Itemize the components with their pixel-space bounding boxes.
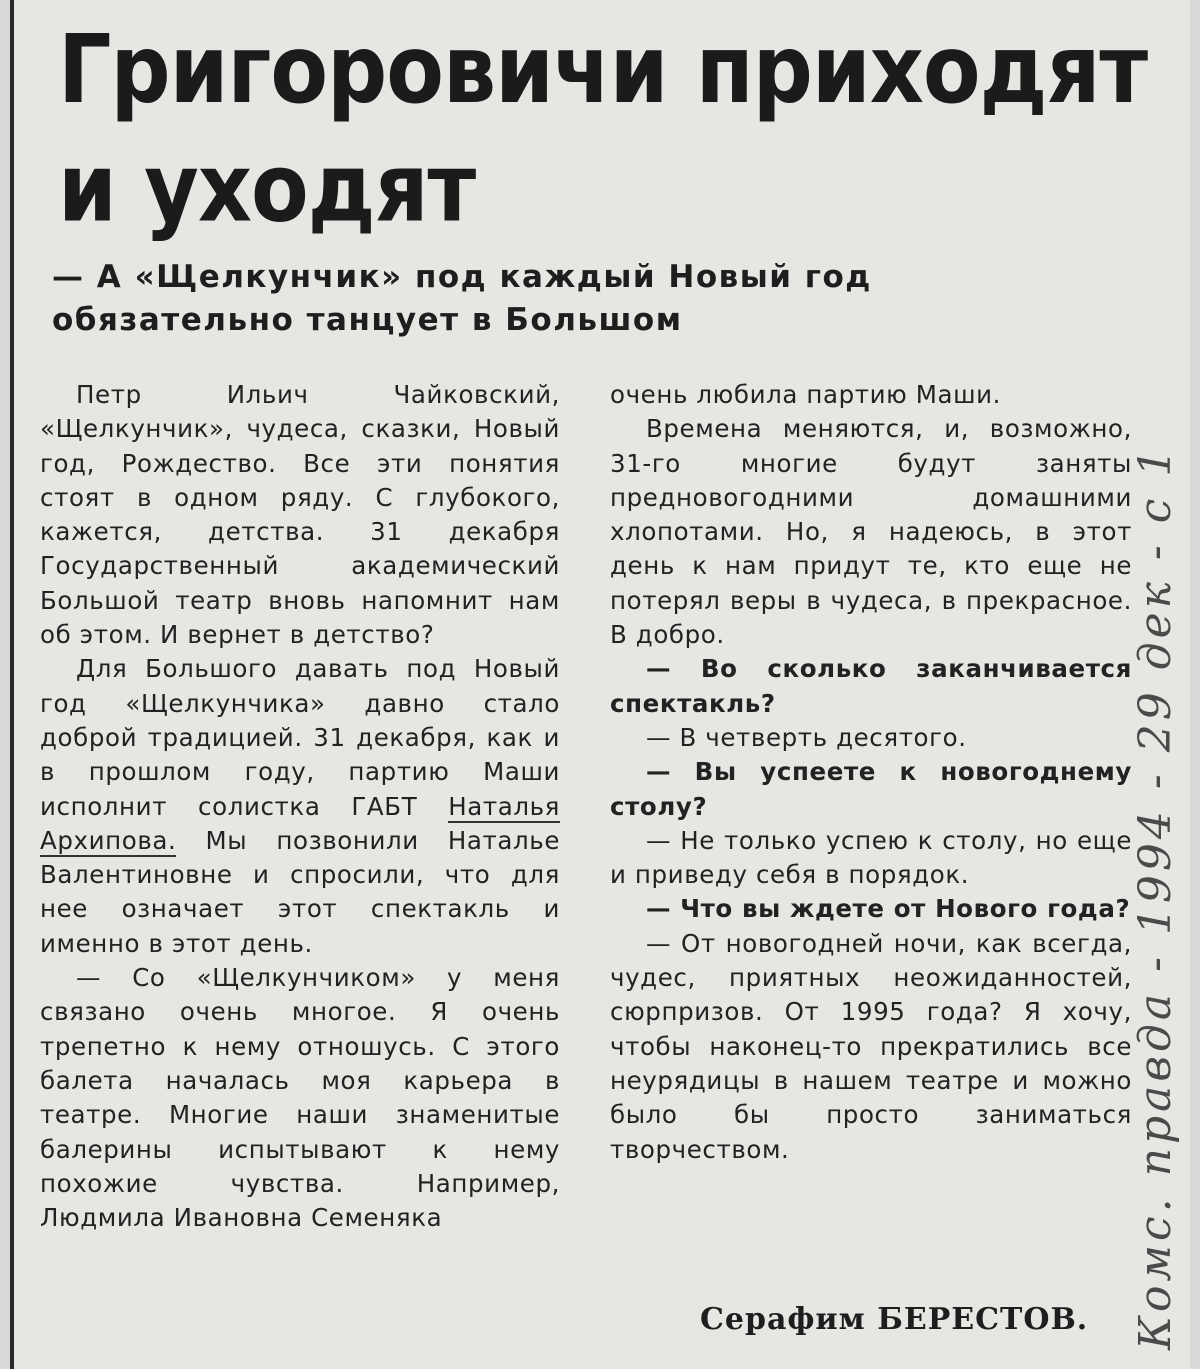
right-text-column (610, 378, 1132, 1167)
handwritten-source-note: Комс. правда - 1994 - 29 дек - с 1 (1130, 444, 1181, 1350)
interview-question: — Что вы ждете от Нового года? (646, 894, 1131, 924)
paragraph-text: Мы позвонили Наталье Валентиновне и спросили, что для нее означает этот спектакль и именно в этот день. (40, 825, 560, 958)
left-text-column (40, 378, 560, 1235)
interview-question: — Во сколько заканчивается спектакль? (610, 654, 1132, 718)
underlined-name: Наталья Архипова. (40, 791, 560, 855)
column-rule (10, 0, 14, 1369)
paragraph: — Со «Щелкунчиком» у меня связано очень многое. Я очень трепетно к нему отношусь. С этого балета началась моя карьера в театре. Многие наши знаменитые балерины испытывают к нему похожие чувства. Например, Людмила Ивановна Семеняка (40, 963, 560, 1233)
paragraph-text: Для Большого давать под Новый год «Щелкунчика» давно стало доброй традицией. 31 декабря, как и в прошлом году, партию Маши исполнит солистка ГАБТ (40, 654, 560, 821)
article-headline (58, 10, 1147, 247)
author-signature: Серафим БЕРЕСТОВ. (700, 1302, 1089, 1337)
paragraph: очень любила партию Маши. (610, 380, 1002, 409)
paragraph (40, 652, 560, 961)
paragraph: Петр Ильич Чайковский, «Щелкунчик», чудеса, сказки, Новый год, Рождество. Все эти понятия стоят в одном ряду. С глубокого, кажется, детства. 31 декабря Государственный академический Большой театр вновь напомнит нам об этом. И вернет в детство? (40, 380, 560, 650)
paragraph: Времена меняются, и, возможно, 31-го многие будут заняты предновогодними домашними хлопотами. Но, я надеюсь, в этот день к нам придут те, кто еще не потерял веры в чудеса, в прекрасное. В добро. (610, 414, 1132, 650)
headline-line-2: и уходят (58, 133, 476, 243)
headline-line-1: Григоровичи приходят (58, 14, 1148, 125)
interview-answer: — От новогодней ночи, как всегда, чудес, приятных неожиданностей, сюрпризов. От 1995 года? Я хочу, чтобы наконец-то прекратились все неурядицы в нашем театре и можно было бы просто заниматься творчеством. (610, 928, 1132, 1164)
interview-question: — Вы успеете к новогоднему столу? (610, 757, 1132, 821)
interview-answer: — Не только успею к столу, но еще и приведу себя в порядок. (610, 825, 1132, 890)
article-subheadline: — А «Щелкунчик» под каждый Новый год обязательно танцует в Большом (52, 259, 872, 338)
interview-answer: — В четверть десятого. (646, 722, 967, 752)
